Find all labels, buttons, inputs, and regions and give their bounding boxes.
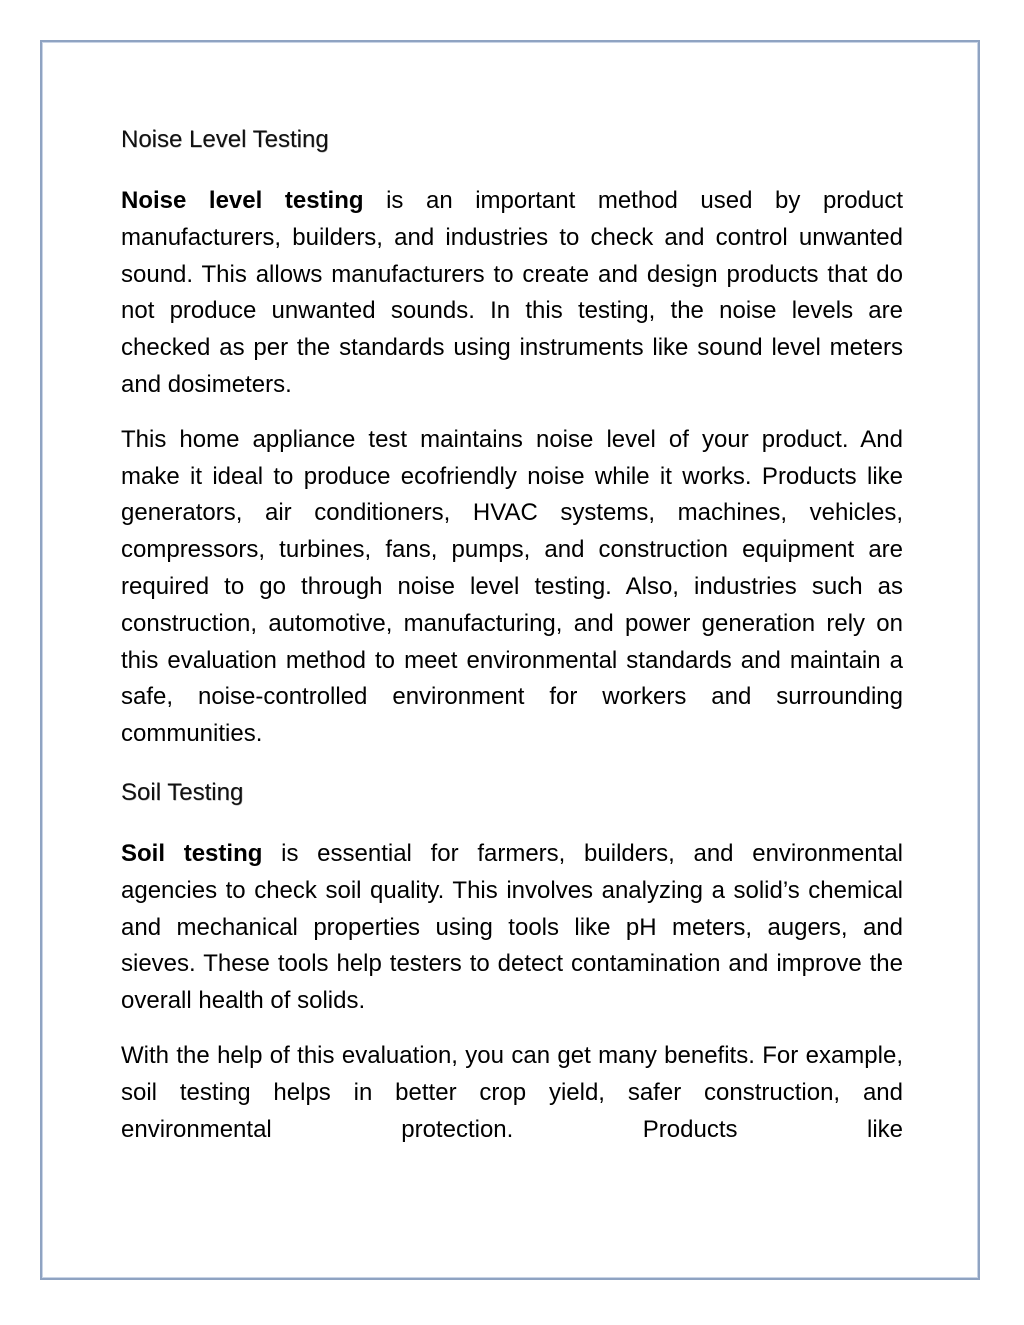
paragraph-soil-intro: [121, 836, 903, 1020]
paragraph-soil-benefits: With the help of this evaluation, you can get many benefits. For example, soil testing helps in better crop yield, safer construction, and environmental protection. Products like: [121, 1041, 903, 1143]
bold-term-noise-level-testing: Noise level testing: [121, 187, 364, 214]
document-body: [121, 122, 903, 1166]
paragraph-text: is an important method used by product manufacturers, builders, and industries to check and control unwanted sound. This allows manufacturers to create and design products that do not produce unwanted sounds. In this testing, the noise levels are checked as per the standards using instruments like sound level meters and dosimeters.: [121, 187, 903, 398]
paragraph-noise-intro: [121, 183, 903, 404]
section-heading-soil-testing: Soil Testing: [121, 778, 244, 806]
section-heading-noise-level-testing: Noise Level Testing: [121, 126, 329, 153]
paragraph-noise-appliance: This home appliance test maintains noise level of your product. And make it ideal to produce ecofriendly noise while it works. Products like generators, air conditioners, HVAC systems, machines, vehicles, compressors, turbines, fans, pumps, and construction equipment are required to go through noise level testing. Also, industries such as construction, automotive, manufacturing, and power generation rely on this evaluation method to meet environmental standards and maintain a safe, noise-controlled environment for workers and surrounding communities.: [121, 425, 903, 748]
paragraph-text: is essential for farmers, builders, and environmental agencies to check soil quality. This involves analyzing a solid’s chemical and mechanical properties using tools like pH meters, augers, and sieves. These tools help testers to detect contamination and improve the overall health of solids.: [121, 839, 903, 1015]
bold-term-soil-testing: Soil testing: [121, 839, 263, 867]
